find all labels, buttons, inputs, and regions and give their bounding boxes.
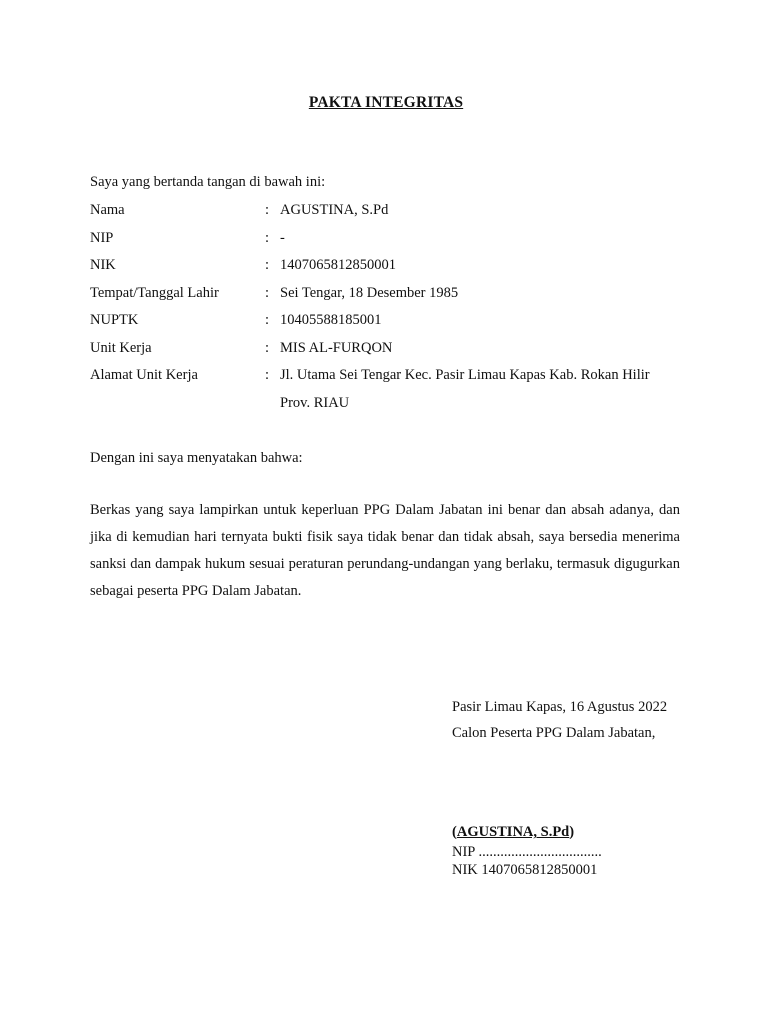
field-colon: : [265,284,270,301]
field-label: Tempat/Tanggal Lahir [90,284,219,301]
field-label: NIK [90,257,116,273]
paren-close: ) [569,824,575,840]
field-label: Unit Kerja [90,339,152,356]
field-colon: : [265,312,270,328]
field-colon: : [265,367,270,383]
field-value: MIS AL-FURQON [280,339,393,356]
field-row-alamat [90,367,700,422]
signer-ids [452,843,602,879]
field-value: 10405588185001 [280,312,382,328]
field-colon: : [265,229,270,246]
document-title: PAKTA INTEGRITAS [308,94,464,111]
signature-block [452,694,667,746]
field-value: 1407065812850001 [280,257,396,273]
field-value: - [280,229,285,246]
field-value: AGUSTINA, S.Pd [280,202,389,218]
statement-intro: Dengan ini saya menyatakan bahwa: [90,450,303,466]
intro-text: Saya yang bertanda tangan di bawah ini: [90,174,326,190]
signer-role: Calon Peserta PPG Dalam Jabatan, [452,725,656,741]
field-value: Sei Tengar, 18 Desember 1985 [280,284,459,301]
field-value-line: Prov. RIAU [280,394,350,411]
signer-name-text: AGUSTINA, S.Pd [456,824,570,840]
field-colon: : [265,202,270,218]
place-date: Pasir Limau Kapas, 16 Agustus 2022 [452,699,668,715]
field-value-line: Jl. Utama Sei Tengar Kec. Pasir Limau Kapas Kab. Rokan Hilir [280,367,650,383]
field-label: NUPTK [90,312,139,328]
field-colon: : [265,339,270,356]
signer-name [452,824,574,841]
field-label: Nama [90,202,125,218]
field-label: Alamat Unit Kerja [90,367,198,383]
paren-open: ( [452,824,457,840]
field-label: NIP [90,229,114,246]
field-value [280,362,700,417]
statement-paragraph: Berkas yang saya lampirkan untuk keperluan PPG Dalam Jabatan ini benar dan absah adanya, dan jika di kemudian hari ternyata bukti fisik saya tidak benar dan tidak absah, saya bersedia menerima sanksi dan dampak hukum sesuai peraturan perundang-undangan yang berlaku, termasuk digugurkan sebagai peserta PPG Dalam Jabatan. [90,502,680,599]
signer-nik: NIK 1407065812850001 [452,862,598,878]
field-colon: : [265,257,270,273]
signer-nip: NIP .................................. [452,844,602,860]
identity-fields [90,202,700,422]
